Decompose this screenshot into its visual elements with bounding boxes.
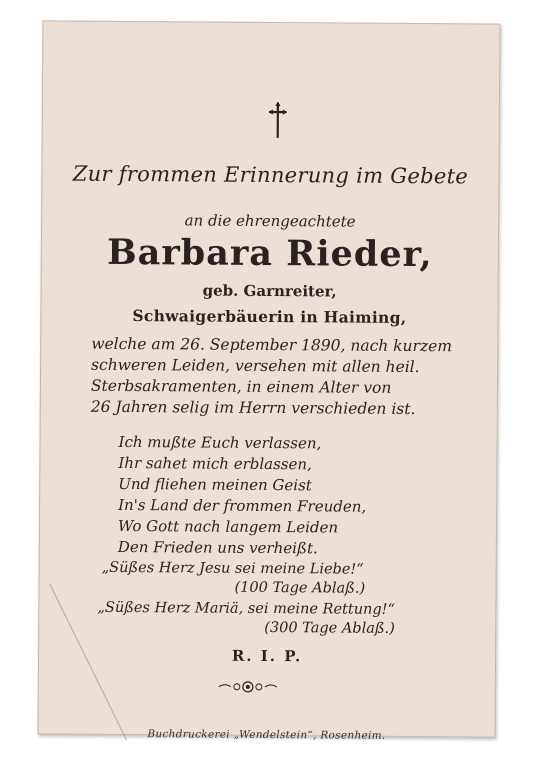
prayer-sacred-heart-jesus: „Süßes Herz Jesu sei meine Liebe!“ xyxy=(101,559,364,578)
death-notice-paragraph xyxy=(91,334,488,421)
intro-text: an die ehrengeachtete xyxy=(184,211,356,231)
deceased-name: Barbara Rieder, xyxy=(106,231,433,276)
verse-line: Ihr sahet mich erblassen, xyxy=(118,453,312,474)
memorial-card xyxy=(38,20,501,742)
verse-line: Den Frieden uns verheißt. xyxy=(117,537,318,558)
maiden-name: geb. Garnreiter, xyxy=(202,281,337,301)
verse-line: Und fliehen meinen Geist xyxy=(118,474,312,495)
prayer-sacred-heart-mary: „Süßes Herz Mariä, sei meine Rettung!“ xyxy=(97,599,396,618)
rip-text: R. I. P. xyxy=(231,646,303,666)
verse-line: Ich mußte Euch verlassen, xyxy=(118,432,322,453)
verse xyxy=(118,432,367,560)
verse-line: In's Land der frommen Freuden, xyxy=(118,495,367,516)
verse-line: Wo Gott nach langem Leiden xyxy=(117,516,339,537)
paragraph-line: 26 Jahren selig im Herrn verschieden ist. xyxy=(90,397,416,419)
deceased-title: Schwaigerbäuerin in Haiming, xyxy=(132,306,407,327)
paragraph-line: Sterbsakramenten, in einem Alter von xyxy=(90,376,392,397)
card-heading: Zur frommen Erinnerung im Gebete xyxy=(72,161,469,189)
ornament-divider-icon xyxy=(217,680,279,694)
paragraph-line: welche am 26. September 1890, nach kurzem xyxy=(91,334,453,356)
cross-icon xyxy=(265,101,291,139)
indulgence-note-1: (100 Tage Ablaß.) xyxy=(234,579,366,597)
printer-imprint: Buchdruckerei „Wendelstein“, Rosenheim. xyxy=(147,728,386,742)
indulgence-note-2: (300 Tage Ablaß.) xyxy=(264,619,395,637)
paragraph-line: schweren Leiden, versehen mit allen heil. xyxy=(91,355,420,377)
